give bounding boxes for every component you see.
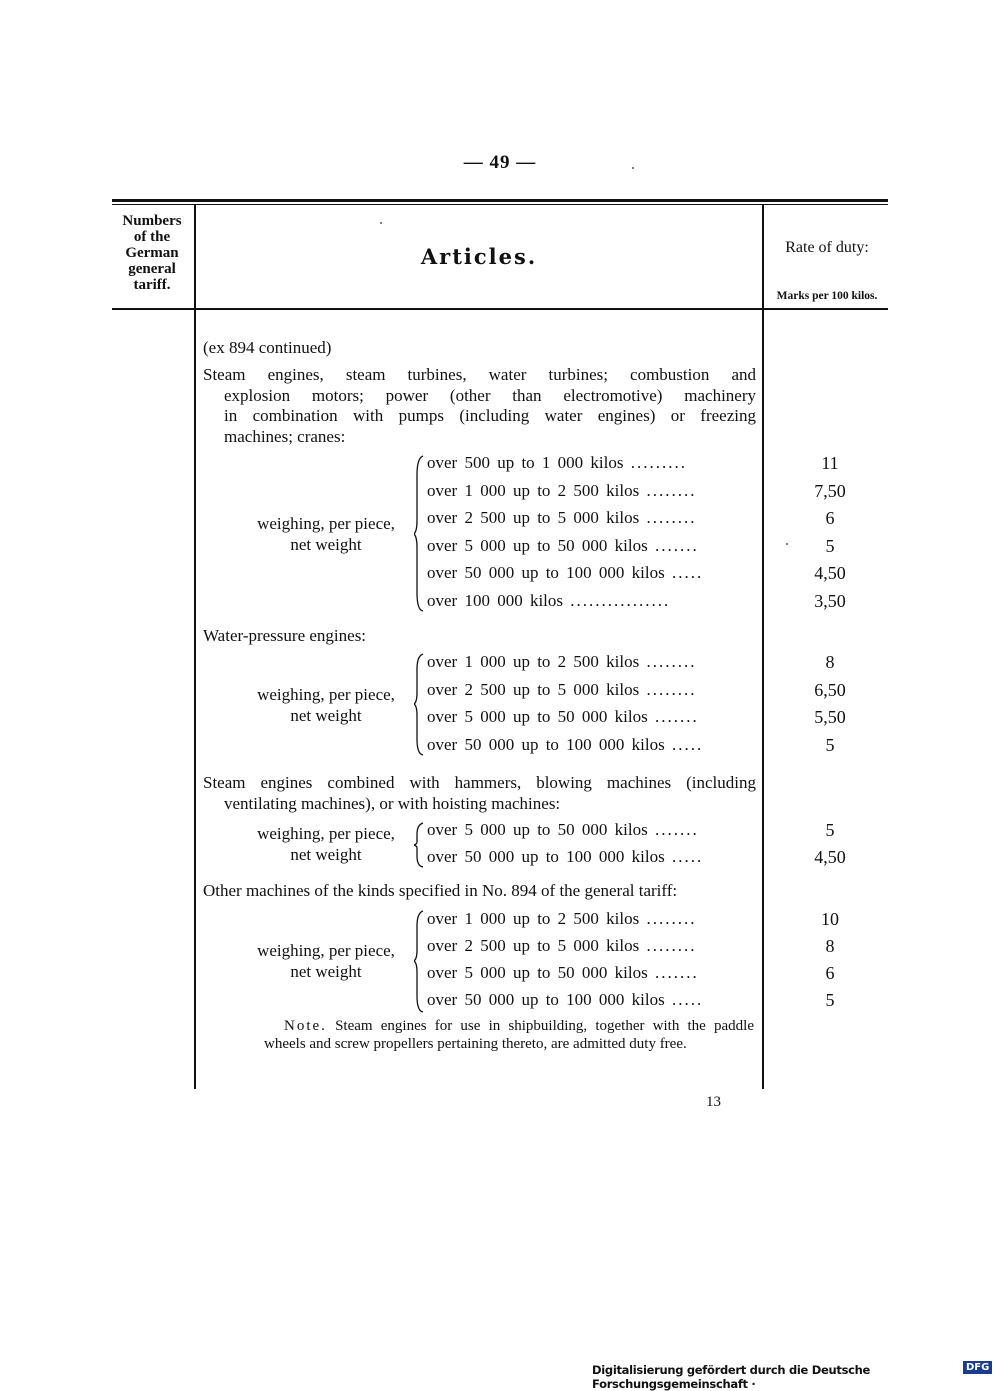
tariff-row [427, 563, 754, 583]
rate-value: 5 [825, 735, 835, 755]
heading-line: machines; cranes: [224, 426, 346, 446]
table-header-rule [112, 308, 888, 310]
header-articles: Articles. [420, 244, 538, 269]
rate-value: 8 [825, 936, 835, 956]
row-text: over 5 000 up to 50 000 kilos [427, 536, 648, 555]
table-top-rule-thin [112, 204, 888, 205]
row-leader: ..... [672, 990, 704, 1009]
column-divider-left [194, 205, 196, 1089]
rate-value: 6 [825, 963, 835, 983]
tariff-row [427, 936, 754, 956]
ink-speck [786, 543, 788, 545]
tariff-row [427, 847, 754, 867]
section-4-brace [414, 910, 424, 1013]
note-paragraph [264, 1017, 754, 1053]
row-leader: ......... [630, 453, 687, 472]
row-leader: ....... [655, 707, 699, 726]
row-text: over 50 000 up to 100 000 kilos [427, 847, 665, 866]
rate-value: 3,50 [814, 591, 846, 611]
section-3-weight-label [236, 823, 416, 865]
rate-value: 4,50 [814, 847, 846, 867]
tariff-row [427, 536, 754, 556]
row-leader: ........ [646, 652, 697, 671]
rate-value: 5 [825, 820, 835, 840]
row-leader: ....... [655, 536, 699, 555]
header-numbers-line: Numbers [122, 213, 182, 229]
label-line: net weight [290, 962, 362, 981]
section-4-heading: Other machines of the kinds specified in No. 894 of the general tariff: [203, 881, 678, 900]
rate-value: 5 [825, 990, 835, 1010]
section-2-heading: Water-pressure engines: [203, 626, 367, 645]
tariff-row [427, 990, 754, 1010]
heading-line: in combination with pumps (including water engines) or freezing [224, 406, 756, 425]
tariff-row [427, 591, 754, 611]
section-1-weight-label [236, 513, 416, 555]
note-label: Note. [284, 1018, 327, 1034]
row-text: over 1 000 up to 2 500 kilos [427, 652, 640, 671]
row-leader: ........ [646, 909, 697, 928]
label-line: net weight [290, 706, 362, 725]
tariff-row [427, 909, 754, 929]
ink-speck [632, 167, 634, 169]
row-text: over 50 000 up to 100 000 kilos [427, 990, 665, 1009]
rate-value: 10 [821, 909, 839, 929]
header-numbers-line: general [128, 261, 176, 277]
label-line: net weight [290, 845, 362, 864]
row-text: over 1 000 up to 2 500 kilos [427, 909, 640, 928]
page-number: — 49 — [463, 152, 537, 173]
tariff-row [427, 652, 754, 672]
section-4-weight-label [236, 940, 416, 982]
row-text: over 5 000 up to 50 000 kilos [427, 820, 648, 839]
row-text: over 2 500 up to 5 000 kilos [427, 936, 640, 955]
continued-label: (ex 894 continued) [203, 338, 332, 357]
row-leader: ........ [646, 936, 697, 955]
rate-value: 6 [825, 508, 835, 528]
section-1-heading [203, 365, 756, 447]
rate-value: 4,50 [814, 563, 846, 583]
row-text: over 50 000 up to 100 000 kilos [427, 563, 665, 582]
row-text: over 100 000 kilos [427, 591, 564, 610]
row-leader: ........ [646, 481, 697, 500]
header-numbers-line: German [125, 245, 179, 261]
table-top-rule-thick [112, 199, 888, 202]
heading-line: explosion motors; power (other than electromotive) machinery [224, 385, 756, 405]
label-line: weighing, per piece, [257, 514, 395, 533]
header-rate-unit: Marks per 100 kilos. [776, 290, 878, 302]
row-text: over 50 000 up to 100 000 kilos [427, 735, 665, 754]
rate-value: 5,50 [814, 707, 846, 727]
tariff-row [427, 820, 754, 840]
header-numbers-line: of the [133, 229, 171, 245]
section-2-weight-label [236, 684, 416, 726]
section-3-heading [203, 773, 756, 814]
row-leader: ........ [646, 680, 697, 699]
row-leader: ..... [672, 563, 704, 582]
row-leader: ....... [655, 963, 699, 982]
column-divider-right [762, 205, 764, 1089]
tariff-row [427, 680, 754, 700]
rate-value: 5 [825, 536, 835, 556]
section-3-brace [414, 822, 424, 868]
section-2-brace [414, 653, 424, 756]
rate-value: 6,50 [814, 680, 846, 700]
label-line: weighing, per piece, [257, 685, 395, 704]
row-text: over 5 000 up to 50 000 kilos [427, 707, 648, 726]
tariff-row [427, 707, 754, 727]
row-leader: ........ [646, 508, 697, 527]
row-text: over 1 000 up to 2 500 kilos [427, 481, 640, 500]
row-leader: ..... [672, 735, 704, 754]
rate-value: 8 [825, 652, 835, 672]
label-line: weighing, per piece, [257, 941, 395, 960]
row-text: over 2 500 up to 5 000 kilos [427, 680, 640, 699]
header-rate-of-duty: Rate of duty: [785, 239, 869, 256]
tariff-row [427, 735, 754, 755]
heading-line: Steam engines, steam turbines, water turbines; combustion and [203, 365, 756, 384]
row-leader: ....... [655, 820, 699, 839]
heading-line: Steam engines combined with hammers, blowing machines (including [203, 773, 756, 792]
tariff-row [427, 963, 754, 983]
dfg-logo: DFG [963, 1361, 992, 1374]
digitization-credit: Digitalisierung gefördert durch die Deutsche Forschungsgemeinschaft · [592, 1363, 871, 1391]
row-leader: ................ [570, 591, 671, 610]
row-leader: ..... [672, 847, 704, 866]
header-numbers-line: tariff. [133, 277, 171, 293]
rate-value: 7,50 [814, 481, 846, 501]
signature-mark: 13 [706, 1094, 721, 1110]
section-1-brace [414, 455, 424, 612]
row-text: over 500 up to 1 000 kilos [427, 453, 624, 472]
heading-line: ventilating machines), or with hoisting machines: [224, 793, 561, 813]
row-text: over 2 500 up to 5 000 kilos [427, 508, 640, 527]
rate-value: 11 [821, 453, 839, 473]
ink-speck [380, 222, 382, 224]
tariff-row [427, 453, 754, 473]
label-line: weighing, per piece, [257, 824, 395, 843]
header-numbers-column [112, 213, 192, 293]
row-text: over 5 000 up to 50 000 kilos [427, 963, 648, 982]
tariff-row [427, 481, 754, 501]
note-text: Steam engines for use in shipbuilding, together with the paddle wheels and screw propellers pertaining thereto, are admitted duty free. [264, 1018, 754, 1052]
label-line: net weight [290, 535, 362, 554]
tariff-row [427, 508, 754, 528]
